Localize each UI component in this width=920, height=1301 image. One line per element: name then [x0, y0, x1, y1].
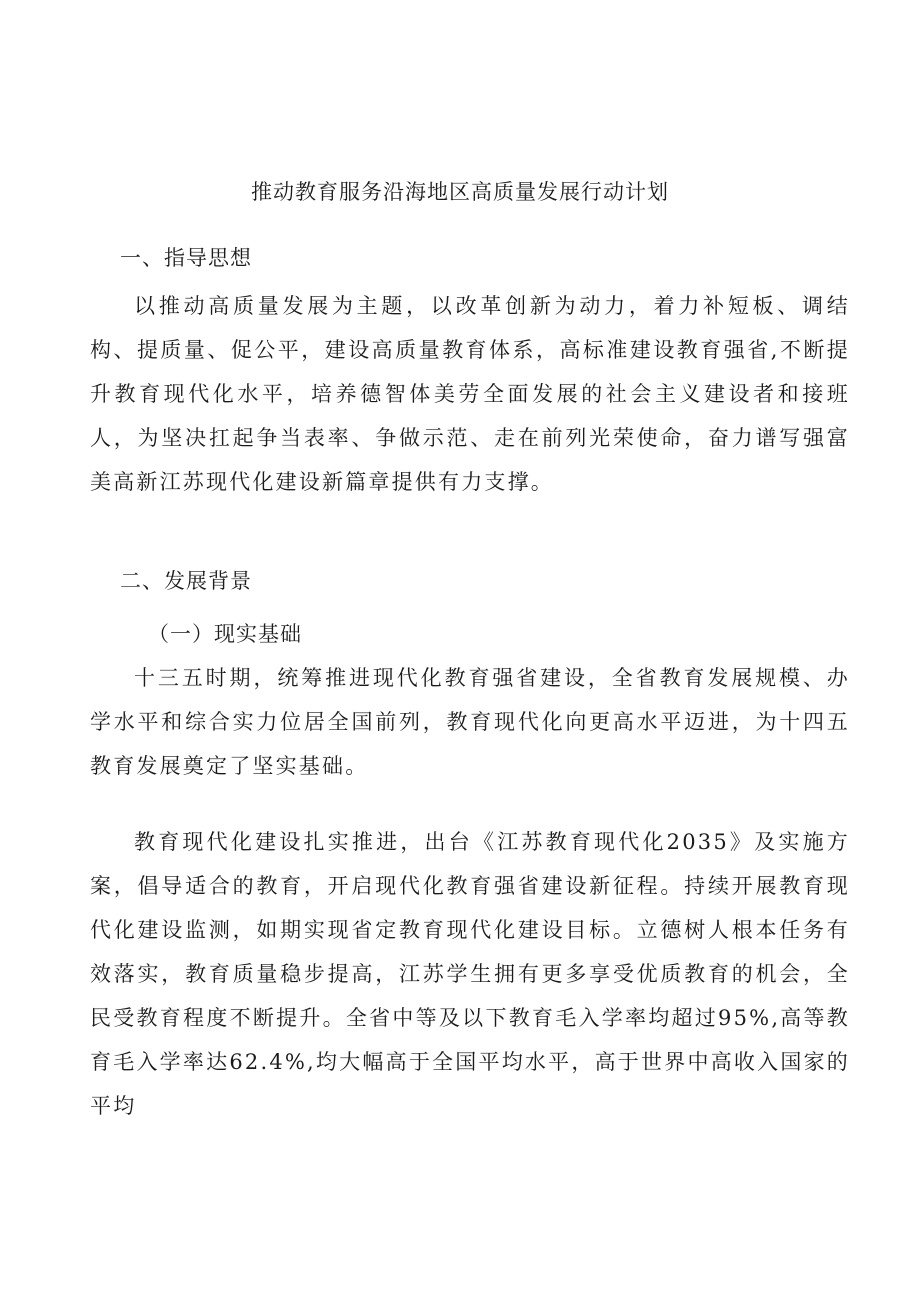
subsection-heading-current-foundation: （一）现实基础: [148, 622, 302, 646]
paragraph-thirteenth-five-year: 十三五时期，统筹推进现代化教育强省建设，全省教育发展规模、办学水平和综合实力位居全国前列，教育现代化向更高水平迈进，为十四五教育发展奠定了坚实基础。: [90, 666, 850, 778]
paragraph-guiding-ideology: 以推动高质量发展为主题，以改革创新为动力，着力补短板、调结构、提质量、促公平，建设高质量教育体系，高标准建设教育强省,不断提升教育现代化水平，培养德智体美劳全面发展的社会主义建设者和接班人，为坚决扛起争当表率、争做示范、走在前列光荣使命，奋力谱写强富美高新江苏现代化建设新篇章提供有力支撑。: [90, 294, 850, 494]
section-heading-development-background: 二、发展背景: [120, 569, 252, 593]
section-heading-guiding-ideology: 一、指导思想: [120, 246, 252, 270]
document-title: 推动教育服务沿海地区高质量发展行动计划: [251, 180, 669, 204]
paragraph-education-modernization: 教育现代化建设扎实推进，出台《江苏教育现代化2035》及实施方案，倡导适合的教育，开启现代化教育强省建设新征程。持续开展教育现代化建设监测，如期实现省定教育现代化建设目标。立德树人根本任务有效落实，教育质量稳步提高，江苏学生拥有更多享受优质教育的机会，全民受教育程度不断提升。全省中等及以下教育毛入学率均超过95%,高等教育毛入学率达62.4%,均大幅高于全国平均水平，高于世界中高收入国家的平均: [90, 830, 850, 1118]
